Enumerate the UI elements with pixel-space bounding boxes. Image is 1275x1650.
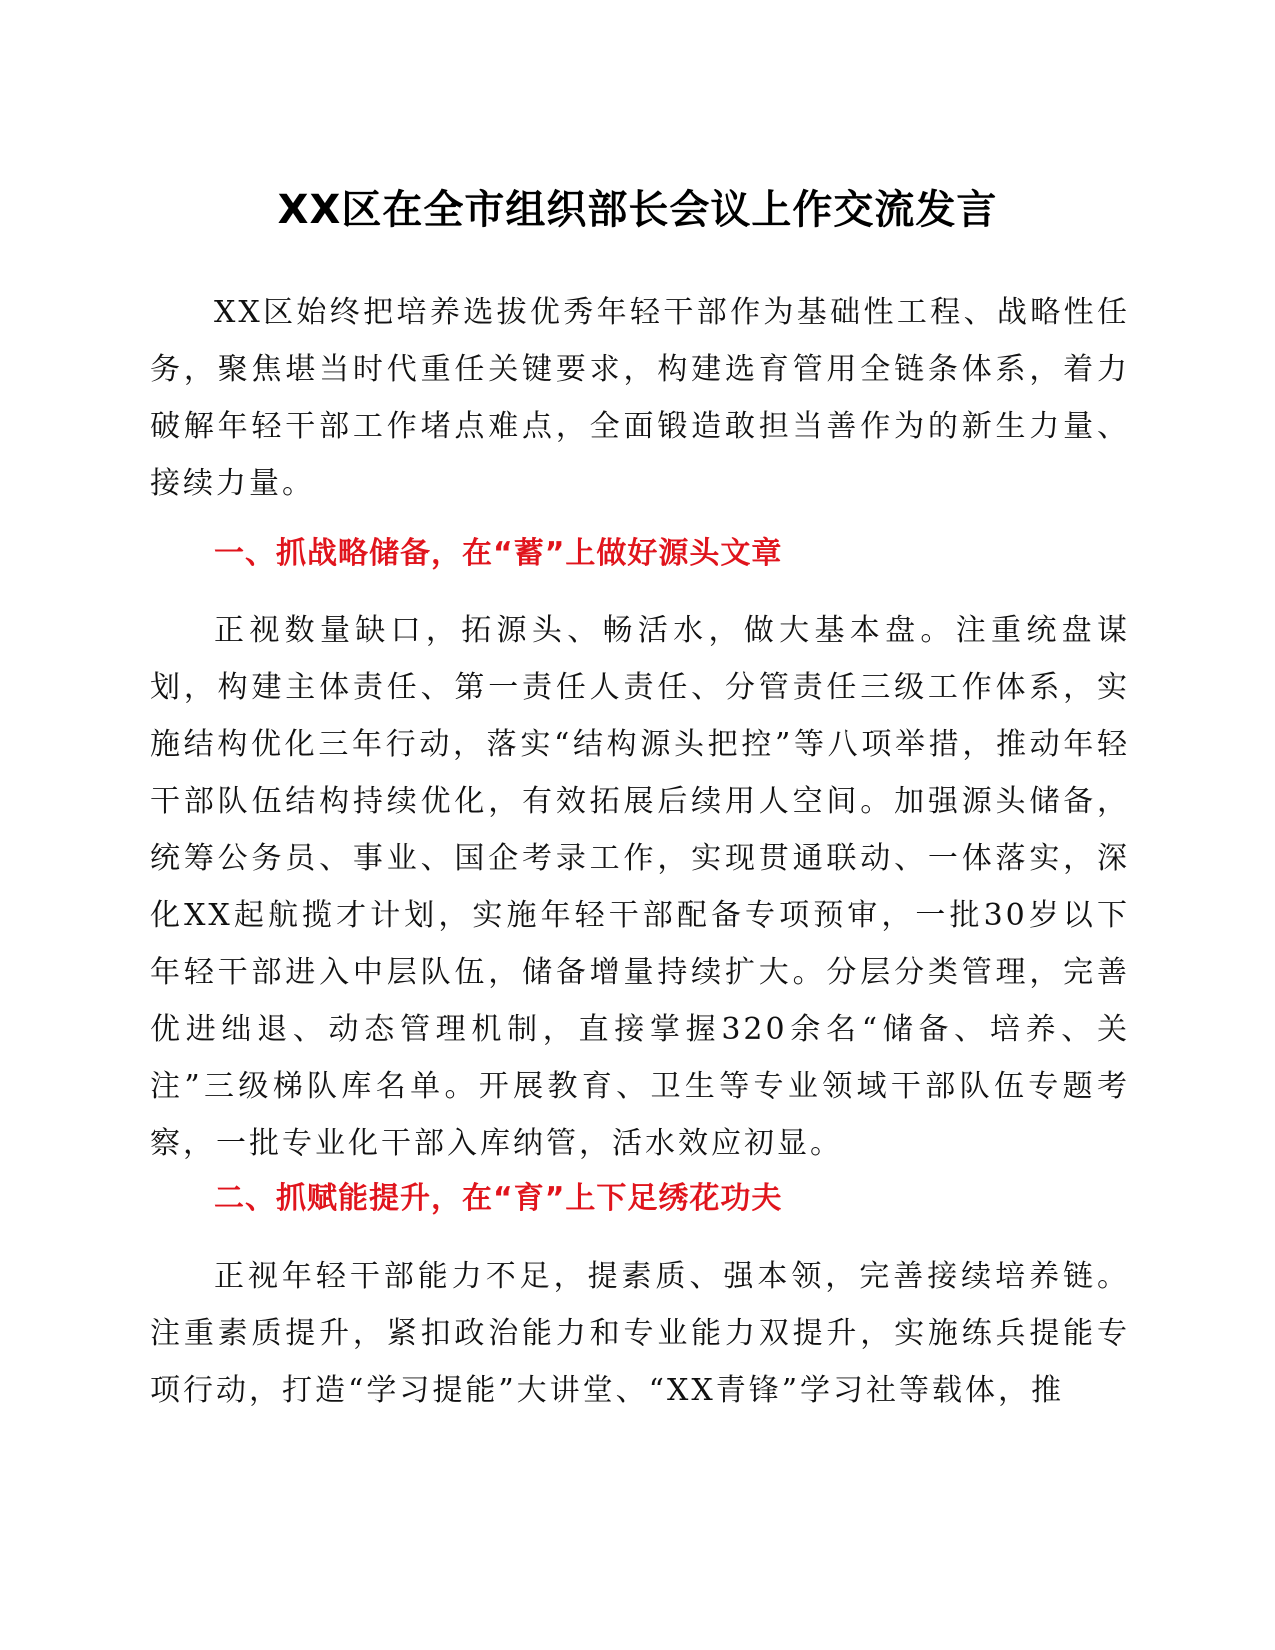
document-title: XX区在全市组织部长会议上作交流发言 <box>277 187 998 233</box>
section-body-2: 正视年轻干部能力不足，提素质、强本领，完善接续培养链。注重素质提升，紧扣政治能力和专业能力双提升，实施练兵提能专项行动，打造“学习提能”大讲堂、“XX青锋”学习社等载体，推 <box>150 1259 1130 1408</box>
section-heading-1: 一、抓战略储备，在“蓄”上做好源头文章 <box>214 536 783 571</box>
section-heading-2: 二、抓赋能提升，在“育”上下足绣花功夫 <box>214 1181 783 1216</box>
intro-paragraph: XX区始终把培养选拔优秀年轻干部作为基础性工程、战略性任务，聚焦堪当时代重任关键要求，构建选育管用全链条体系，着力破解年轻干部工作堵点难点，全面锻造敢担当善作为的新生力量、接续力量。 <box>150 295 1130 501</box>
section-body-1: 正视数量缺口，拓源头、畅活水，做大基本盘。注重统盘谋划，构建主体责任、第一责任人责任、分管责任三级工作体系，实施结构优化三年行动，落实“结构源头把控”等八项举措，推动年轻干部队伍结构持续优化，有效拓展后续用人空间。加强源头储备，统筹公务员、事业、国企考录工作，实现贯通联动、一体落实，深化XX起航揽才计划，实施年轻干部配备专项预审，一批30岁以下年轻干部进入中层队伍，储备增量持续扩大。分层分类管理，完善优进绌退、动态管理机制，直接掌握320余名“储备、培养、关注”三级梯队库名单。开展教育、卫生等专业领域干部队伍专题考察，一批专业化干部入库纳管，活水效应初显。 <box>150 613 1130 1161</box>
